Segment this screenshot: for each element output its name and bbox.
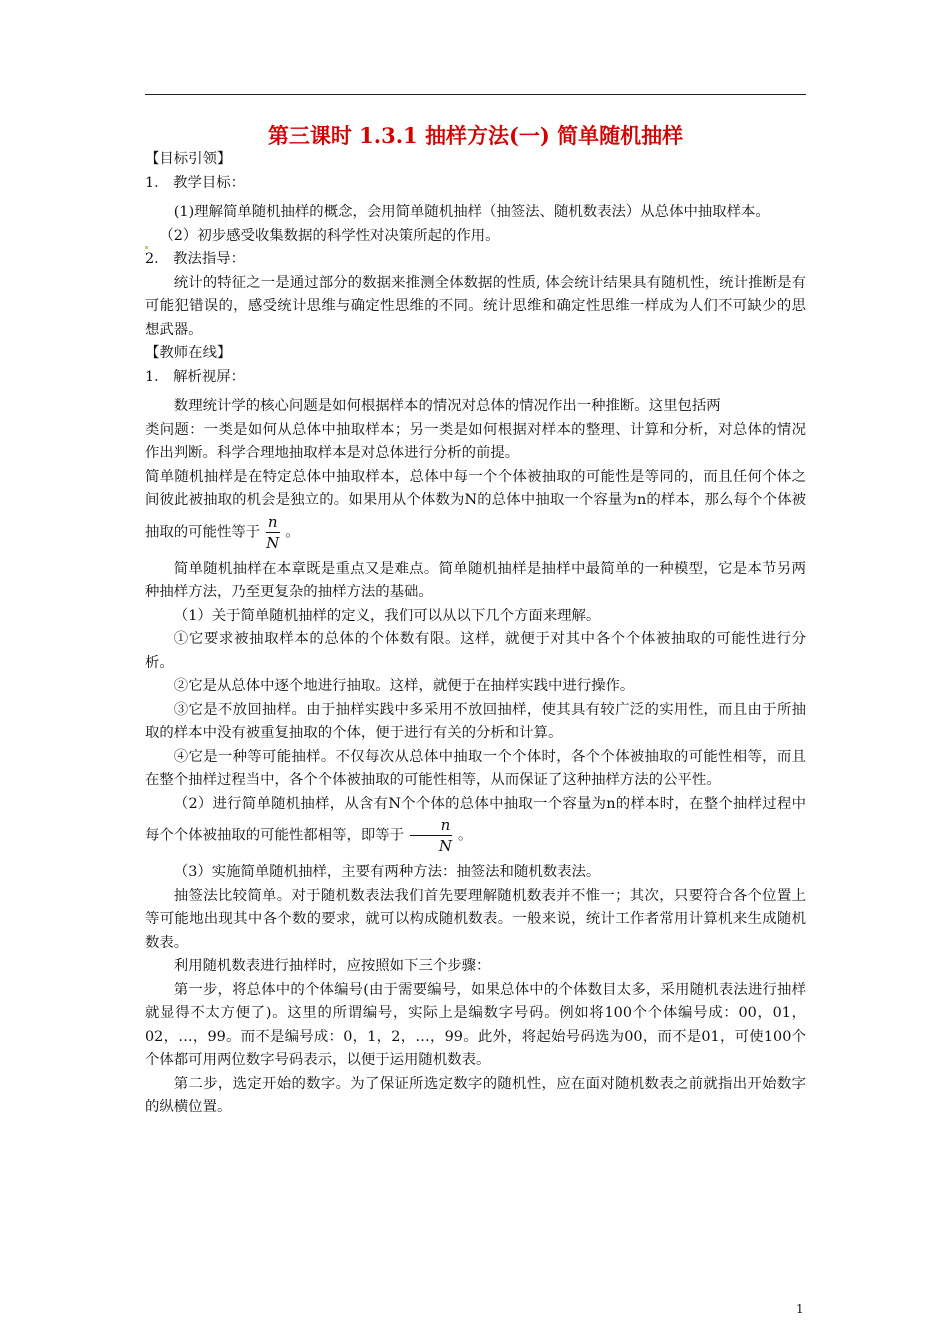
paragraph: 类问题：一类是如何从总体中抽取样本；另一类是如何根据对样本的整理、计算和分析，对总体的情况作出判断。科学合理地抽取样本是对总体进行分析的前提。 bbox=[145, 421, 806, 461]
fraction-denominator: N bbox=[438, 837, 452, 855]
paragraph-text: （2）进行简单随机抽样，从含有N个个体的总体中抽取一个容量为n的样本时，在整个抽样过程中每个个体被抽取的可能性都相等，即等于 bbox=[145, 795, 806, 844]
fraction-denominator: N bbox=[266, 533, 280, 552]
document-body bbox=[145, 148, 806, 1120]
paragraph bbox=[145, 793, 806, 856]
paragraph: ①它要求被抽取样本的总体的个体数有限。这样，就便于对其中各个个体被抽取的可能性进行分析。 bbox=[145, 631, 806, 671]
section-heading: 【目标引领】 bbox=[145, 151, 232, 167]
fraction-numerator: n bbox=[267, 512, 278, 531]
stray-mark bbox=[145, 246, 148, 249]
paragraph: （1）关于简单随机抽样的定义，我们可以从以下几个方面来理解。 bbox=[173, 607, 601, 624]
paragraph-text: 简单随机抽样是在特定总体中抽取样本，总体中每一个个体被抽取的可能性是等同的，而且任何个体之间彼此被抽取的机会是独立的。如果用从个体数为N的总体中抽取一个容量为n的样本，那么每个个体被抽取的可能性等于 bbox=[145, 468, 806, 540]
paragraph: ③它是不放回抽样。由于抽样实践中多采用不放回抽样，使其具有较广泛的实用性，而且由于所抽取的样本中没有被重复抽取的个体，便于进行有关的分析和计算。 bbox=[145, 701, 806, 741]
paragraph: 第二步，选定开始的数字。为了保证所选定数字的随机性，应在面对随机数表之前就指出开始数字的纵横位置。 bbox=[145, 1075, 806, 1115]
paragraph: （3）实施简单随机抽样，主要有两种方法：抽签法和随机数表法。 bbox=[173, 864, 601, 880]
paragraph: 第一步，将总体中的个体编号(由于需要编号，如果总体中的个体数目太多，采用随机表法进行抽样就显得不太方便了)。这里的所谓编号，实际上是编数字号码。例如将100个个体编号成：00，01，02，…，99。而不是编号成：0，1，2，…，99。此外，将起始号码选为00，而不是01，可使100个个体都可用两位数字号码表示，以便于运用随机数表。 bbox=[145, 981, 806, 1068]
header-rule bbox=[145, 94, 806, 95]
section-heading: 【教师在线】 bbox=[145, 345, 232, 361]
list-item: 1． 解析视屏： bbox=[145, 368, 246, 385]
paragraph: 简单随机抽样在本章既是重点又是难点。简单随机抽样是抽样中最简单的一种模型，它是本节另两种抽样方法，乃至更复杂的抽样方法的基础。 bbox=[145, 560, 806, 600]
paragraph bbox=[145, 466, 806, 552]
paragraph: 利用随机数表进行抽样时，应按照如下三个步骤： bbox=[173, 958, 491, 974]
paragraph-text: 。 bbox=[285, 524, 300, 540]
paragraph-text: 。 bbox=[457, 827, 473, 844]
fraction-numerator: n bbox=[410, 816, 452, 836]
paragraph: 统计的特征之一是通过部分的数据来推测全体数据的性质, 体会统计结果具有随机性，统计推断是有可能犯错误的，感受统计思维与确定性思维的不同。统计思维和确定性思维一样成为人们不可缺少的思想武器。 bbox=[145, 274, 806, 338]
paragraph: (1)理解简单随机抽样的概念，会用简单随机抽样（抽签法、随机数表法）从总体中抽取样本。 bbox=[173, 204, 770, 220]
list-item: 2． 教法指导： bbox=[145, 251, 246, 267]
list-item: 1． 教学目标： bbox=[145, 174, 246, 191]
paragraph: ④它是一种等可能抽样。不仅每次从总体中抽取一个个体时，各个个体被抽取的可能性相等，而且在整个抽样过程当中，各个个体被抽取的可能性相等，从而保证了这种抽样方法的公平性。 bbox=[145, 748, 806, 788]
fraction-n-over-N bbox=[408, 816, 454, 855]
page-title: 第三课时 1.3.1 抽样方法(一) 简单随机抽样 bbox=[267, 123, 684, 148]
paragraph: （2）初步感受收集数据的科学性对决策所起的作用。 bbox=[159, 227, 500, 244]
paragraph: 抽签法比较简单。对于随机数表法我们首先要理解随机数表并不惟一；其次，只要符合各个位置上等可能地出现其中各个数的要求，就可以构成随机数表。一般来说，统计工作者常用计算机来生成随机数表。 bbox=[145, 887, 806, 951]
fraction-n-over-N bbox=[264, 513, 281, 552]
paragraph: 数理统计学的核心问题是如何根据样本的情况对总体的情况作出一种推断。这里包括两 bbox=[173, 398, 721, 414]
paragraph: ②它是从总体中逐个地进行抽取。这样，就便于在抽样实践中进行操作。 bbox=[173, 678, 635, 694]
page-number: 1 bbox=[796, 1302, 804, 1316]
